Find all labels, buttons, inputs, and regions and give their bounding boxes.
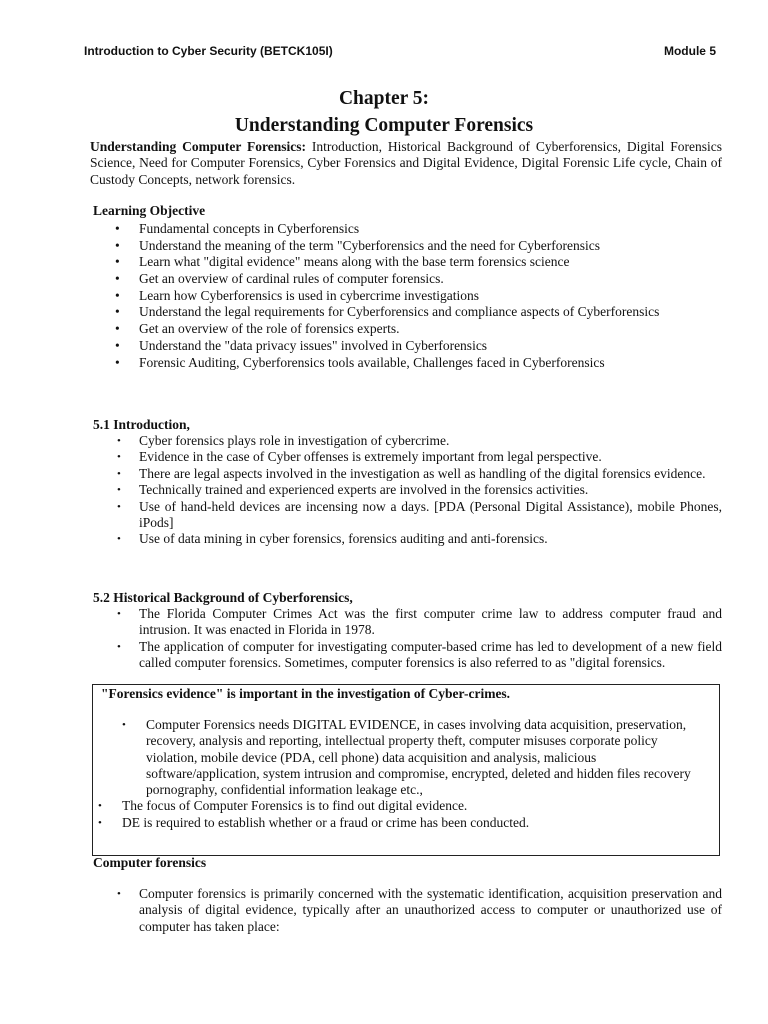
bullet-icon: • — [117, 533, 121, 546]
intro-lead: Understanding Computer Forensics: — [90, 139, 306, 154]
bullet-icon: • — [117, 888, 121, 900]
section-5-2-list — [117, 606, 722, 671]
list-item: • Get an overview of cardinal rules of computer forensics. — [115, 271, 444, 287]
list-item: • Fundamental concepts in Cyberforensics — [115, 221, 360, 236]
chapter-intro-paragraph — [90, 139, 722, 188]
bullet-icon: • — [98, 816, 102, 829]
intro-text: Introduction, Historical Background of Cyberforensics, Digital Forensics Science, Need for Computer Forensics, Cyber Forensics and Digital Evidence, Digital Forensic Life cycle, Chain of Custody Concepts, network forensics. — [90, 139, 722, 187]
list-item: • The focus of Computer Forensics is to find out digital evidence. — [98, 798, 468, 814]
section-5-2-heading: 5.2 Historical Background of Cyberforensics, — [93, 590, 353, 605]
bullet-icon: • — [115, 337, 120, 353]
bullet-icon: • — [115, 271, 120, 287]
list-item: • Learn what "digital evidence" means along with the base term forensics science — [115, 254, 570, 270]
list-item: • Cyber forensics plays role in investigation of cybercrime. — [117, 433, 450, 448]
bullet-icon: • — [115, 354, 120, 370]
bullet-icon: • — [115, 321, 120, 337]
box-heading: "Forensics evidence" is important in the investigation of Cyber-crimes. — [101, 686, 511, 701]
bullet-icon: • — [115, 221, 120, 236]
list-item: • Understand the "data privacy issues" involved in Cyberforensics — [115, 337, 488, 353]
chapter-number: Chapter 5: — [338, 88, 430, 109]
list-item: • Evidence in the case of Cyber offenses is extremely important from legal perspective. — [117, 449, 602, 465]
list-item: • Understand the legal requirements for Cyberforensics and compliance aspects of Cyberforensics — [115, 304, 660, 320]
list-item: • Computer forensics is primarily concerned with the systematic identification, acquisition preservation and analysis of digital evidence, typically after an unauthorized access to computer or unauthorized use of computer has taken place: — [117, 886, 722, 934]
bullet-icon: • — [98, 800, 102, 813]
bullet-icon: • — [117, 640, 121, 653]
list-item: • Use of data mining in cyber forensics, forensics auditing and anti-forensics. — [117, 531, 548, 547]
bullet-icon: • — [115, 254, 120, 270]
section-5-1-list — [117, 433, 722, 548]
bullet-icon: • — [115, 287, 120, 303]
computer-forensics-heading: Computer forensics — [93, 855, 207, 870]
bullet-icon: • — [117, 467, 121, 480]
bullet-icon: • — [117, 435, 121, 447]
list-item: • Understand the meaning of the term "Cyberforensics and the need for Cyberforensics — [115, 237, 600, 253]
bullet-icon: • — [117, 484, 121, 497]
computer-forensics-list — [117, 886, 722, 935]
learning-objective-list — [115, 221, 719, 371]
list-item: • Technically trained and experienced experts are involved in the forensics activities. — [117, 482, 589, 498]
chapter-title: Understanding Computer Forensics — [234, 115, 534, 136]
list-item: • Forensic Auditing, Cyberforensics tools available, Challenges faced in Cyberforensics — [115, 354, 605, 370]
bullet-icon: • — [122, 719, 126, 731]
bullet-icon: • — [117, 608, 121, 620]
list-item: • Use of hand-held devices are incensing now a days. [PDA (Personal Digital Assistance), mobile Phones, iPods] — [117, 498, 722, 530]
list-item: • Get an overview of the role of forensics experts. — [115, 321, 400, 337]
forensics-evidence-box — [92, 684, 720, 856]
bullet-icon: • — [117, 500, 121, 513]
course-title: Introduction to Cyber Security (BETCK105I) — [84, 44, 333, 58]
list-item: • There are legal aspects involved in the investigation as well as handling of the digital forensics evidence. — [117, 465, 706, 481]
module-label: Module 5 — [663, 44, 716, 58]
bullet-icon: • — [115, 237, 120, 253]
list-item: • Computer Forensics needs DIGITAL EVIDENCE, in cases involving data acquisition, preservation, recovery, analysis and reporting, intellectual property theft, computer misuses corporate policy violation, mobile device (PDA, cell phone) data acquisition and analysis, malicious software/application, system intrusion and compromise, encrypted, deleted and hidden files recovery pornography, confidential information leakage etc., — [122, 717, 691, 798]
list-item: • DE is required to establish whether or a fraud or crime has been conducted. — [98, 814, 530, 830]
list-item: • The Florida Computer Crimes Act was the first computer crime law to address computer fraud and intrusion. It was enacted in Florida in 1978. — [117, 606, 722, 638]
section-5-1-heading: 5.1 Introduction, — [93, 417, 190, 432]
box-list — [98, 717, 706, 831]
learning-objective-heading: Learning Objective — [93, 203, 206, 218]
bullet-icon: • — [115, 304, 120, 320]
bullet-icon: • — [117, 451, 121, 464]
list-item: • The application of computer for investigating computer-based crime has led to development of a new field called computer forensics. Sometimes, computer forensics is also referred to as "digital forensics. — [117, 638, 722, 670]
list-item: • Learn how Cyberforensics is used in cybercrime investigations — [115, 287, 480, 303]
